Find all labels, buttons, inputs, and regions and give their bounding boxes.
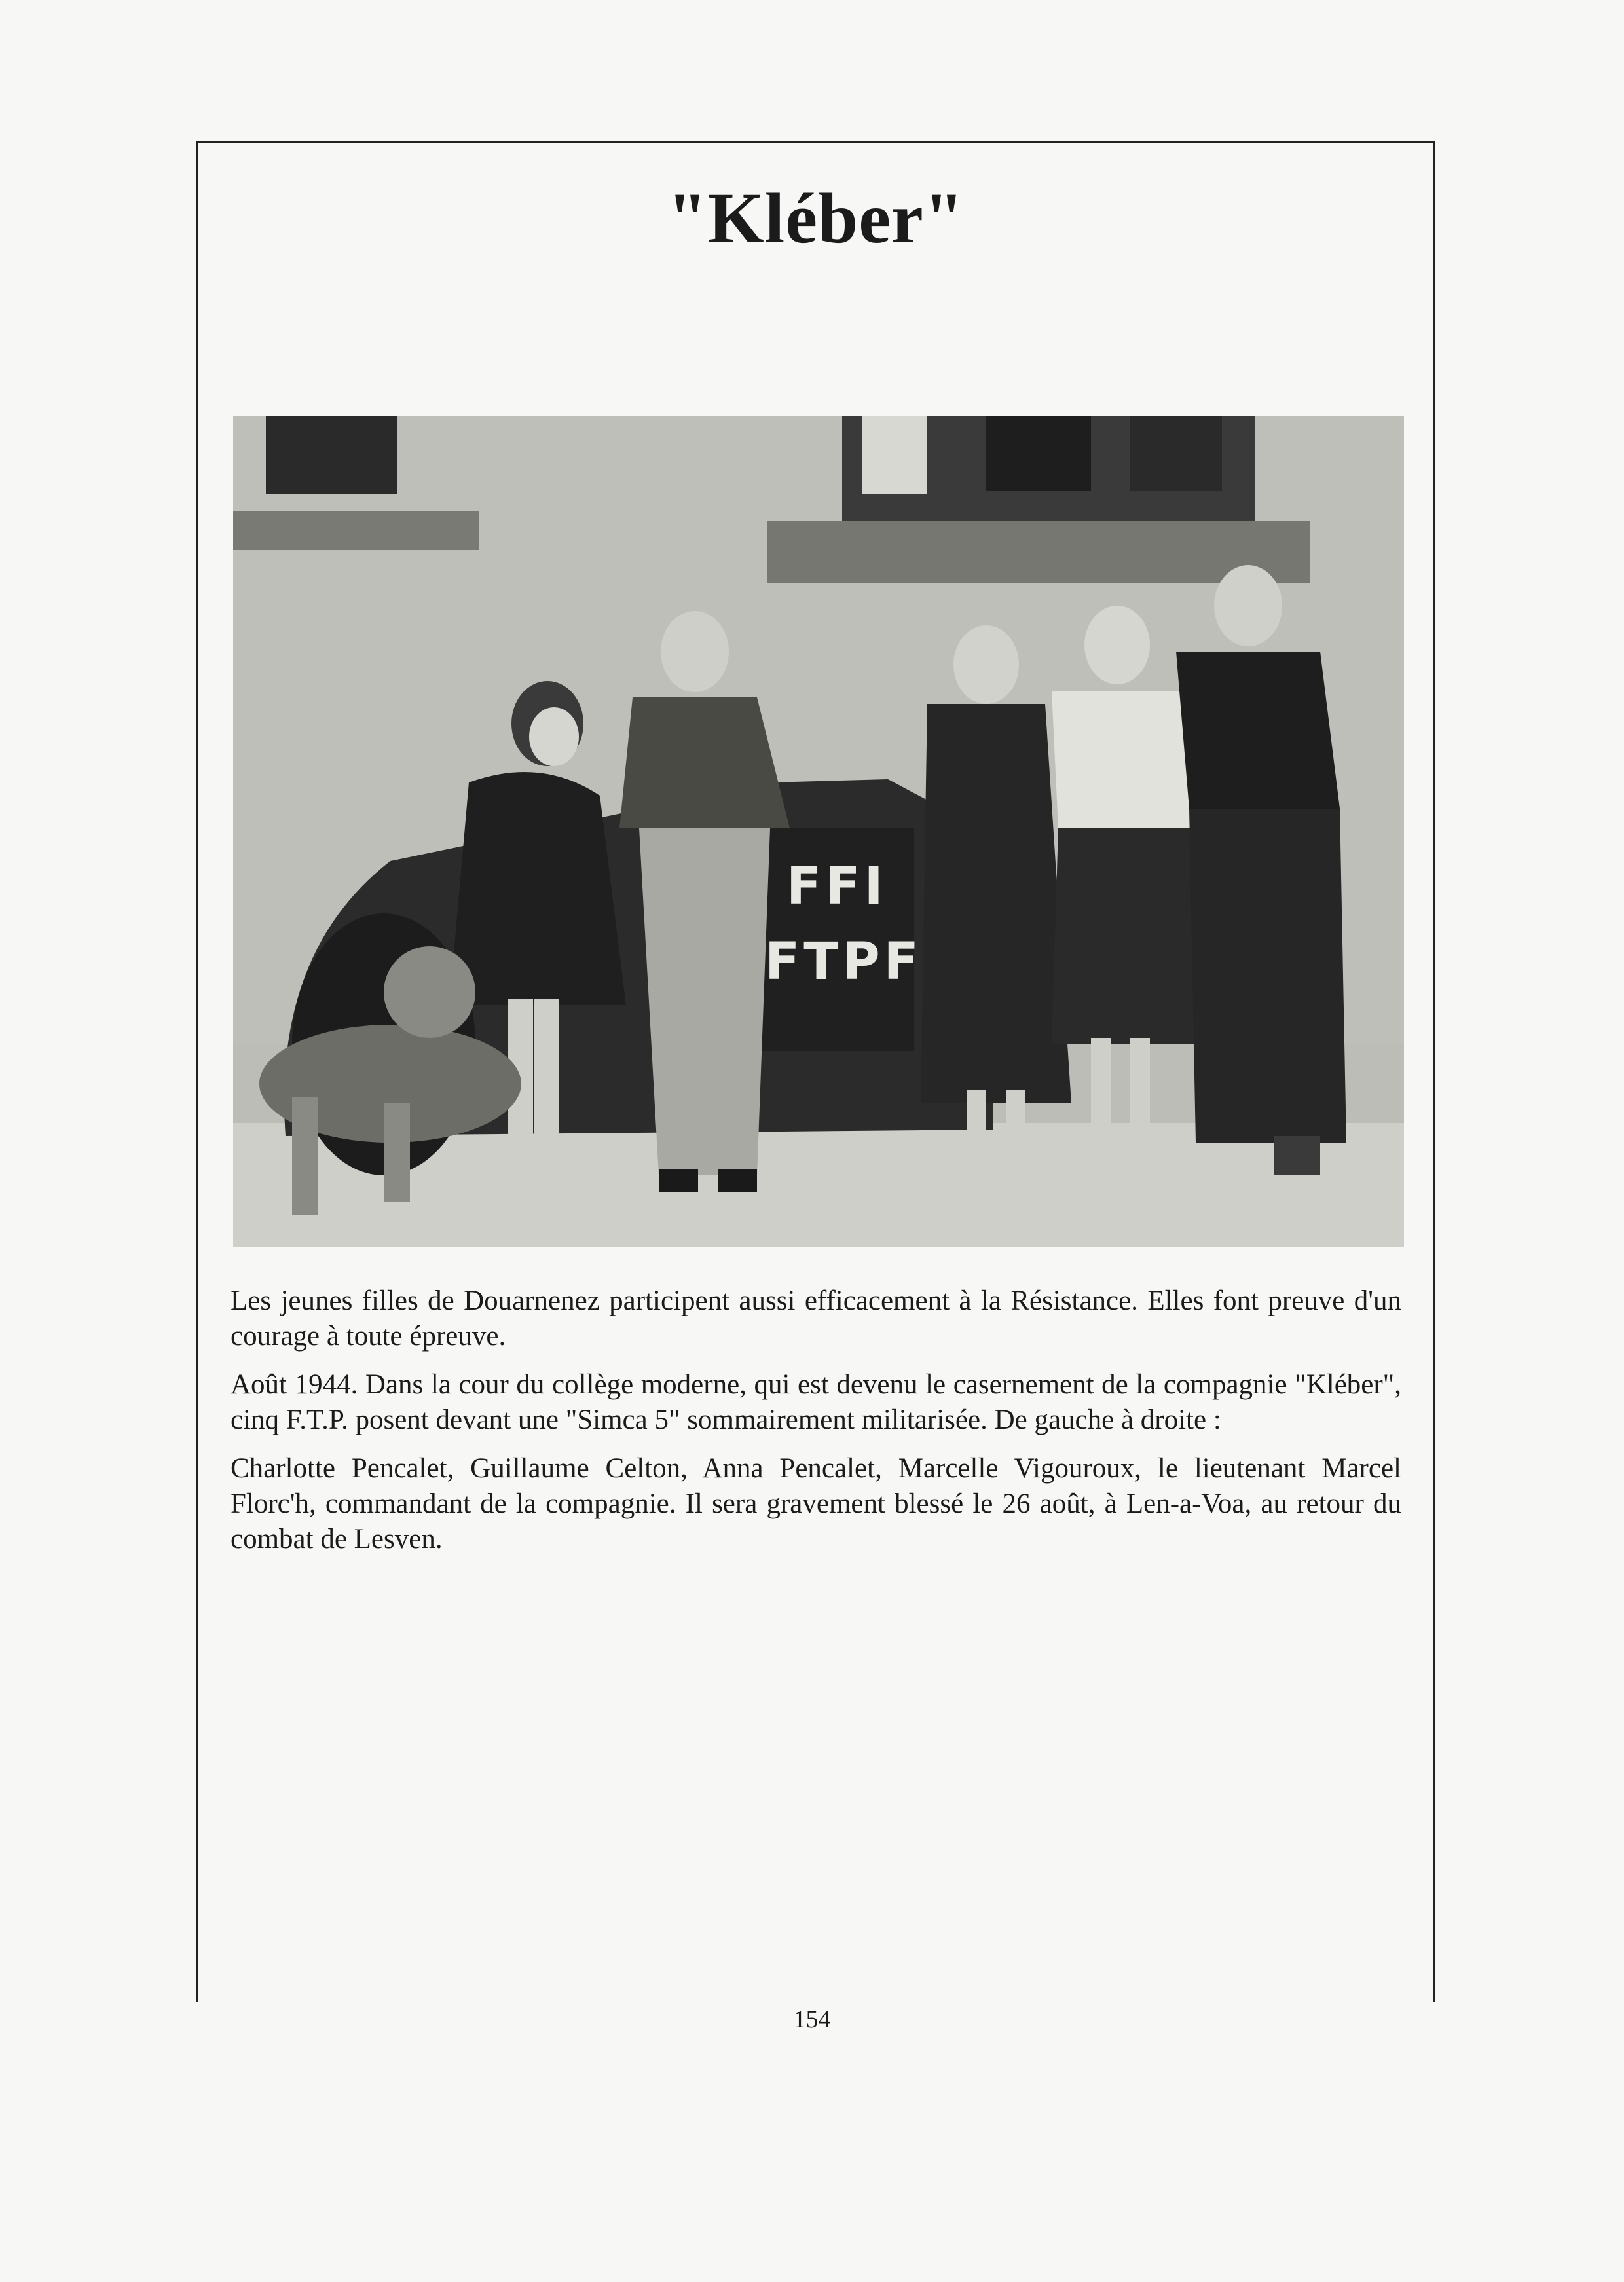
car-door-text-ftpf: FTPF: [765, 932, 923, 991]
page-number: 154: [793, 2006, 831, 2033]
page-title: "Kléber": [667, 178, 965, 258]
caption-paragraph-2: Août 1944. Dans la cour du collège moderne, qui est devenu le casernement de la compagnie "Kléber", cinq F.T.P. posent devant une "Simca 5" sommairement militarisée. De gauche à droite :: [231, 1369, 1401, 1435]
photo-caption: [231, 1283, 1401, 1570]
caption-paragraph-1: Les jeunes filles de Douarnenez participent aussi efficacement à la Résistance. Elles font preuve d'un courage à toute épreuve.: [231, 1285, 1401, 1352]
car-door-text-ffi: FFI: [786, 857, 887, 916]
historical-photograph: [233, 416, 1404, 1247]
caption-paragraph-3: Charlotte Pencalet, Guillaume Celton, Anna Pencalet, Marcelle Vigouroux, le lieutenant Marcel Florc'h, commandant de la compagnie. Il sera gravement blessé le 26 août, à Len-a-Voa, au retour du combat de Lesven.: [231, 1453, 1401, 1555]
photo-illustration: [233, 416, 1404, 1247]
